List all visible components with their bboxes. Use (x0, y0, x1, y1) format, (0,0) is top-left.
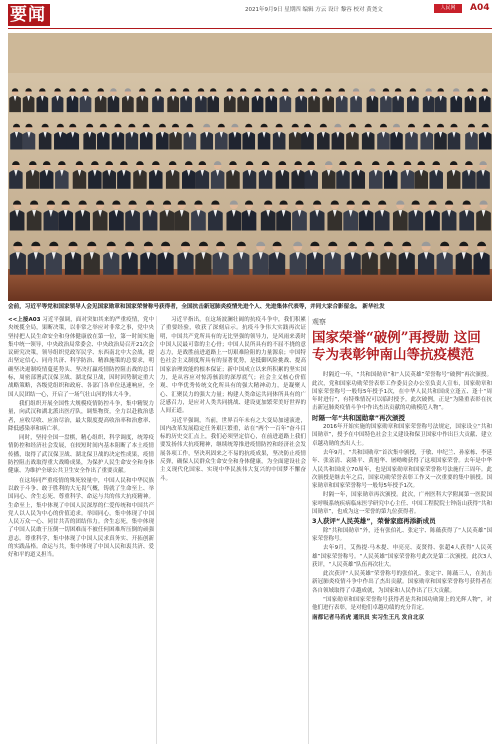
article-paragraph: 在这场同严重疫情的殊死较量中，中国人民和中华民族以敢于斗争、敢于胜利的大无畏气概，铸就了生命至上、举国同心、舍生忘死、尊重科学、命运与共的伟大抗疫精神。生命至上，集中体现了中国人民深厚的仁爱传统和中国共产党人以人民为中心的价值追求。举国同心，集中体现了中国人民万众一心、同甘共苦的团结伟力。舍生忘死，集中体现了中国人民敢于压倒一切困难而不被任何困难所压倒的顽强意志。尊重科学，集中体现了中国人民求真务实、开拓创新的实践品格。命运与共，集中体现了中国人民和衷共济、爱好和平的道义担当。 (8, 477, 154, 559)
badge: 人民网 (434, 4, 462, 13)
article-paragraph: 我们组织开展全国性大规模疫情防控斗争，集中精锐力量，向武汉和湖北派出医疗队，调集物资，全力以赴救治患者，应收尽收、应治尽治，最大限度提高收治率和治愈率、降低感染率和病亡率。 (8, 400, 154, 432)
masthead-rule (8, 28, 492, 29)
article-paragraph: 此次获评“人民英雄”荣誉称号的张伯礼、张定宇、陈薇三人，在抗击新冠肺炎疫情斗争中作出了杰出贡献。国家勋章和国家荣誉称号获得者在各自领域取得了卓越成就，为国家和人民作出了巨大贡献。 (312, 571, 492, 594)
kicker: 观察 (312, 318, 326, 326)
column-divider (308, 316, 309, 744)
subheading: 3人获评“人民英雄”，荣誉家庭再添新成员 (312, 517, 436, 526)
article-paragraph: 2016年开始实施的国家勋章和国家荣誉称号法规定，国家设立“共和国勋章”，授予在中国特色社会主义建设和保卫国家中作出巨大贡献、建立卓越功勋的杰出人士。 (312, 424, 492, 447)
article-paragraph: “国家勋章和国家荣誉称号获得者是共和国功勋簿上的光辉人物”，对他们进行表彰，是对他们卓越功绩的充分肯定。 (312, 597, 492, 612)
article-column-2 (160, 316, 306, 744)
group-photo (8, 33, 492, 301)
article-paragraph: 除“共和国勋章”外，还有张伯礼、张定宇、陈薇获得了“人民英雄”国家荣誉称号。 (312, 527, 492, 542)
observation-headline: 国家荣誉“破例”再授勋 这回专为表彰钟南山等抗疫模范 (312, 330, 481, 364)
article-paragraph: 去年9月，“共和国勋章”首次集中颁授，于敏、申纪兰、孙家栋、李延年、张富清、袁隆平、黄旭华、屠呦呦获得了这项国家荣誉。去年是中华人民共和国成立70周年，也是国家勋章和国家荣誉称号法施行三周年。此次颁授是继去年之后，国家功勋荣誉表彰工作又一次重要的集中颁授。国家勋章和国家荣誉称号一般每5年授予1次。 (312, 449, 492, 490)
masthead (0, 0, 500, 30)
byline: 南都记者马若虎 通讯员 实习生王凡 发自北京 (312, 614, 425, 621)
observation-column (312, 316, 492, 744)
article-paragraph: 习近平强调，当前，世界百年未有之大变局加速演进，国内改革发展稳定任务艰巨繁重，站在“两个一百年”奋斗目标的历史交汇点上，我们必须坚定信心，在前进道路上我们要发扬伟大抗疫精神，继续统筹推进疫情防控和经济社会发展各项工作，坚决巩固来之不易的抗疫成果，坚决防止疫情反弹，确保人民群众生命安全和身体健康，为全面建设社会主义现代化国家、实现中华民族伟大复兴的中国梦不懈奋斗。 (160, 417, 306, 482)
dateline: <<上接A03 (8, 317, 41, 323)
article-paragraph (8, 316, 154, 399)
photo-caption: 会前，习近平等党和国家领导人会见国家勋章和国家荣誉称号获得者，全国抗击新冠肺炎疫情先进个人、先进集体代表等，并同大家合影留念。 新华社发 (8, 304, 385, 310)
group-photo-image (8, 33, 492, 301)
paragraph-text: 习近平强调，面对突如其来的严重疫情，党中央统揽全局，果断决策，以非常之举应对非常之事，党中央坚持把人民生命安全和身体健康放在第一位，第一时间实施集中统一领导，中央政治局常委会、中央政治局召开21次会议研究决策，领导组织党政军民学、东西南北中大会战，提出坚定信心、同舟共济、科学防治、精准施策的总要求，明确坚决遏制疫情蔓延势头、坚决打赢疫情防控阻击战的总目标，周密部署武汉保卫战、湖北保卫战，因时因势制定重大战略策略，各级党组织和政府、各部门各单位迅速响应，全国人民团结一心，开启了一场气壮山河的伟大斗争。 (8, 317, 154, 398)
article-paragraph: 去年9月，艾热提·马木提、申亮亮、麦贤得、张超4人获得“人民英雄”国家荣誉称号。“人民英雄”国家荣誉称号此次是第二次颁授。此次3人获评，“人民英雄”队伍再次壮大。 (312, 545, 492, 568)
column-divider (156, 316, 157, 744)
subheading: 时隔一年“共和国勋章”再次颁授 (312, 413, 406, 422)
issue-meta: 2021年9月9日 星期四 编辑 方云 设计 黎容 校对 黄尧文 (245, 7, 383, 13)
article-column-1 (8, 316, 154, 744)
article-paragraph: 时隔一年，国家勋章再次颁授。此次，广州医科大学附属第一医院国家呼吸系统疾病临床医学研究中心主任、中国工程院院士钟南山获得“共和国勋章”，也成为这一荣誉的第九位获得者。 (312, 492, 492, 516)
article-paragraph: 习近平指出，在这场波澜壮阔的抗疫斗争中，我们积累了重要经验，收获了深刻启示。抗疫斗争伟大实践再次证明，中国共产党所具有的无比坚强的领导力，是风雨来袭时中国人民最可靠的主心骨；中国人民所具有的不屈不挠的意志力，是战胜前进道路上一切艰难险阻的力量源泉；中国特色社会主义制度所具有的显著优势，是抵御风险挑战、提高国家治理效能的根本保证；新中国成立以来所积累的坚实国力，是从容应对惊涛骇浪的深厚底气；社会主义核心价值观、中华优秀传统文化所具有的强大精神动力，是凝聚人心、汇聚民力的强大力量；构建人类命运共同体所具有的广泛感召力，是应对人类共同挑战、建设更加繁荣美好世界的人间正道。 (160, 317, 306, 415)
page-number: A04 (470, 3, 490, 13)
section-title: 要闻 (10, 5, 46, 25)
article-paragraph: 时隔近一年，“共和国勋章”和“人民英雄”荣誉称号“破例”再次颁授。此次，党和国家功勋荣誉表彰工作委员会办公室负责人宣布，国家勋章和国家荣誉称号一般每5年授予1次，在中华人民共和国成立逢五、逢十“周年时进行”，有特殊情况可以临时授予。此次破例，正是“为隆重表彰在抗击新冠肺炎疫情斗争中作出杰出贡献的功勋模范人物”。 (312, 372, 492, 412)
article-paragraph: 同时，坚持全国一盘棋，精心组织、科学调度，统筹疫情防控和经济社会发展，在较短时间内基本阻断了本土疫情传播，取得了武汉保卫战、湖北保卫战的决定性成果，疫情防控阻击战取得重大战略成果，为保护人民生命安全和身体健康、为维护全球公共卫生安全作出了重要贡献。 (8, 435, 154, 475)
